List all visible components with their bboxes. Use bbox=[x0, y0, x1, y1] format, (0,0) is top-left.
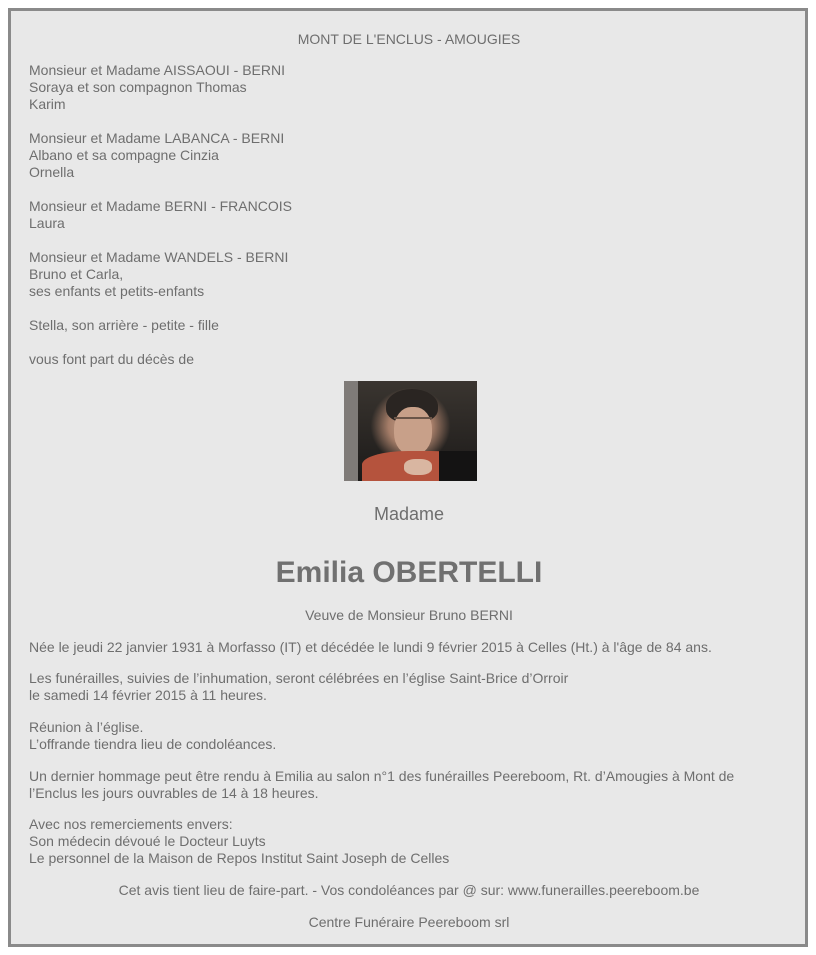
paragraph-line: le samedi 14 février 2015 à 11 heures. bbox=[29, 687, 267, 703]
paragraph-line: Son médecin dévoué le Docteur Luyts bbox=[29, 833, 266, 849]
location-header: MONT DE L'ENCLUS - AMOUGIES bbox=[297, 31, 521, 47]
paragraph-line: Réunion à l’église. bbox=[29, 719, 144, 735]
birth-death-paragraph bbox=[29, 639, 789, 656]
paragraph-line: Le personnel de la Maison de Repos Institut Saint Joseph de Celles bbox=[29, 850, 450, 866]
family-block-labanca bbox=[29, 130, 284, 181]
paragraph-line: Née le jeudi 22 janvier 1931 à Morfasso (IT) et décédée le lundi 9 février 2015 à Celles (Ht.) à l'âge de 84 ans. bbox=[29, 639, 712, 655]
paragraph-line: Un dernier hommage peut être rendu à Emilia au salon n°1 des funérailles Peereboom, Rt. d’Amougies à Mont de bbox=[29, 768, 735, 784]
paragraph-line: Avec nos remerciements envers: bbox=[29, 816, 233, 832]
family-line: Monsieur et Madame BERNI - FRANCOIS bbox=[29, 198, 292, 214]
family-line: Albano et sa compagne Cinzia bbox=[29, 147, 219, 163]
footer-company: Centre Funéraire Peereboom srl bbox=[308, 914, 510, 930]
thanks-paragraph bbox=[29, 816, 789, 867]
family-block-aissaoui bbox=[29, 62, 285, 113]
family-line: Monsieur et Madame LABANCA - BERNI bbox=[29, 130, 285, 146]
paragraph-line: Les funérailles, suivies de l’inhumation, seront célébrées en l’église Saint-Brice d’Orroir bbox=[29, 670, 569, 686]
family-line: Monsieur et Madame WANDELS - BERNI bbox=[29, 249, 289, 265]
paragraph-line: l’Enclus les jours ouvrables de 14 à 18 heures. bbox=[29, 785, 319, 801]
tribute-paragraph bbox=[29, 768, 789, 802]
reunion-paragraph bbox=[29, 719, 789, 753]
deceased-name: Emilia OBERTELLI bbox=[275, 556, 543, 589]
obituary-card bbox=[8, 8, 808, 947]
family-line: ses enfants et petits-enfants bbox=[29, 283, 205, 299]
family-line: Stella, son arrière - petite - fille bbox=[29, 317, 219, 333]
deceased-portrait bbox=[344, 381, 477, 481]
footer-notice: Cet avis tient lieu de faire-part. - Vos condoléances par @ sur: www.funerailles.peereboom.be bbox=[118, 882, 700, 898]
family-line: Karim bbox=[29, 96, 66, 112]
announcement-text: vous font part du décès de bbox=[29, 351, 194, 367]
family-block-berni-francois bbox=[29, 198, 292, 232]
family-line: Laura bbox=[29, 215, 65, 231]
family-line: Monsieur et Madame AISSAOUI - BERNI bbox=[29, 62, 285, 78]
paragraph-line: L’offrande tiendra lieu de condoléances. bbox=[29, 736, 277, 752]
family-block-wandels bbox=[29, 249, 288, 300]
family-line: Soraya et son compagnon Thomas bbox=[29, 79, 247, 95]
deceased-title: Madame bbox=[373, 504, 445, 524]
family-block-stella bbox=[29, 317, 219, 334]
family-line: Ornella bbox=[29, 164, 75, 180]
widow-of: Veuve de Monsieur Bruno BERNI bbox=[305, 607, 513, 623]
announcement-line bbox=[29, 351, 194, 368]
family-line: Bruno et Carla, bbox=[29, 266, 124, 282]
funeral-paragraph bbox=[29, 670, 789, 704]
